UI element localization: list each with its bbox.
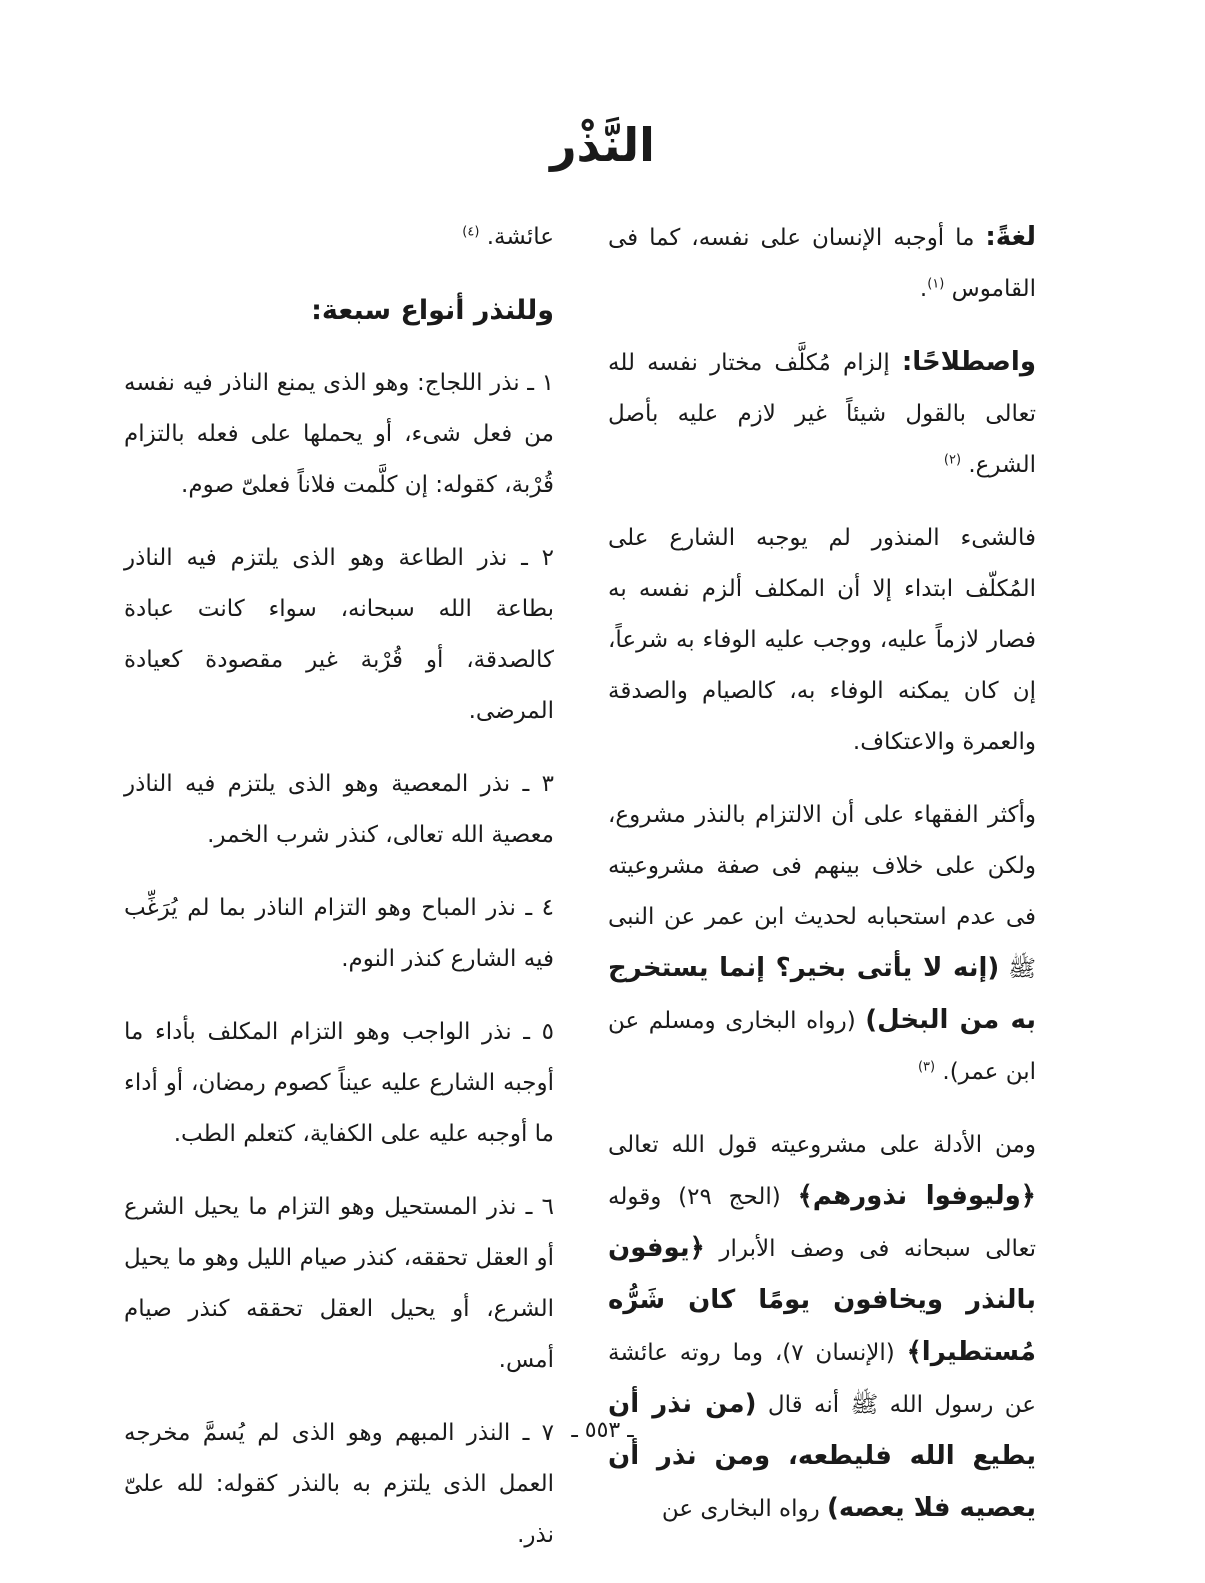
footnote-ref: (٤)	[462, 224, 480, 240]
list-item: ٣ ـ نذر المعصية وهو الذى يلتزم فيه الناذر معصية الله تعالى، كنذر شرب الخمر.	[124, 771, 554, 848]
list-item: ٤ ـ نذر المباح وهو التزام الناذر بما لم يُرَغِّب فيه الشارع كنذر النوم.	[124, 895, 554, 972]
quran-quote: ﴿وليوفوا نذورهم﴾	[797, 1181, 1036, 1211]
definition-technical: واصطلاحًا: إلزام مُكلَّف مختار نفسه لله تعالى بالقول شيئاً غير لازم عليه بأصل الشرع. $^{(٢)}$	[608, 347, 1036, 478]
paragraph: فالشىء المنذور لم يوجبه الشارع على المُكلّف ابتداء إلا أن المكلف ألزم نفسه به فصار لازماً عليه، ووجب عليه الوفاء به شرعاً، إن كان يمكنه الوفاء به، كالصيام والصدقة والعمرة والاعتكاف.	[608, 525, 1036, 755]
footnote-ref: (١)	[927, 276, 945, 292]
list-item: ٥ ـ نذر الواجب وهو التزام المكلف بأداء ما أوجبه الشارع عليه عيناً كصوم رمضان، أو أداء ما أوجبه عليه على الكفاية، كتعلم الطب.	[124, 1019, 554, 1147]
paragraph: وأكثر الفقهاء على أن الالتزام بالنذر مشروع، ولكن على خلاف بينهم فى صفة مشروعيته فى عدم استحبابه لحديث ابن عمر عن النبى ﷺ (إنه لا يأتى بخير؟ إنما يستخرج به من البخل) (رواه البخارى ومسلم عن ابن عمر). $^{(٣)}$	[608, 802, 1037, 1085]
list-item: ٧ ـ النذر المبهم وهو الذى لم يُسمَّ مخرجه العمل الذى يلتزم به بالنذر كقوله: لله علىّ نذر.	[124, 1420, 554, 1548]
list-item: ٦ ـ نذر المستحيل وهو التزام ما يحيل الشرع أو العقل تحققه، كنذر صيام الليل وهو ما يحيل الشرع، أو يحيل العقل تحققه كنذر صيام أمس.	[124, 1194, 554, 1373]
section-heading: وللنذر أنواع سبعة:	[311, 295, 554, 326]
paragraph: ومن الأدلة على مشروعيته قول الله تعالى ﴿وليوفوا نذورهم﴾ (الحج ٢٩) وقوله تعالى سبحانه فى وصف الأبرار ﴿يوفون بالنذر ويخافون يومًا كان شَرُّه مُستطيرا﴾ (الإنسان ٧)، وما روته عائشة عن رسول الله ﷺ أنه قال (من نذر أن يطيع الله فليطعه، ومن نذر أن يعصيه فلا يعصه) رواه البخارى عن	[608, 1132, 1036, 1523]
term-technical: واصطلاحًا:	[901, 347, 1036, 377]
term-lexical: لغةً:	[985, 222, 1036, 252]
definition-lexical: لغةً: ما أوجبه الإنسان على نفسه، كما فى القاموس $^{(١)}$.	[608, 222, 1036, 302]
page-title: النَّذْر	[550, 118, 655, 172]
continued-text: عائشة. $^{(٤)}$	[462, 224, 554, 250]
left-column	[124, 212, 554, 1583]
page-number: ـ ٥٥٣ ـ	[571, 1418, 634, 1443]
footnote-ref: (٣)	[917, 1059, 936, 1075]
list-item: ٢ ـ نذر الطاعة وهو الذى يلتزم فيه الناذر بطاعة الله سبحانه، سواء كانت عبادة كالصدقة، أو قُرْبة غير مقصودة كعيادة المرضى.	[124, 545, 554, 724]
right-column	[608, 212, 1036, 1553]
hadith-quote: (إنه لا يأتى بخير؟ إنما يستخرج به من البخل)	[608, 953, 1037, 1035]
hadith-quote: (من نذر أن يطيع الله فليطعه، ومن نذر أن يعصيه فلا يعصه)	[608, 1389, 1036, 1523]
list-item: ١ ـ نذر اللجاج: وهو الذى يمنع الناذر فيه نفسه من فعل شىء، أو يحملها على فعله بالتزام قُرْبة، كقوله: إن كلَّمت فلاناً فعلىّ صوم.	[124, 370, 554, 498]
quran-quote: ﴿يوفون بالنذر ويخافون يومًا كان شَرُّه مُستطيرا﴾	[608, 1233, 1036, 1367]
footnote-ref: (٢)	[943, 452, 962, 468]
